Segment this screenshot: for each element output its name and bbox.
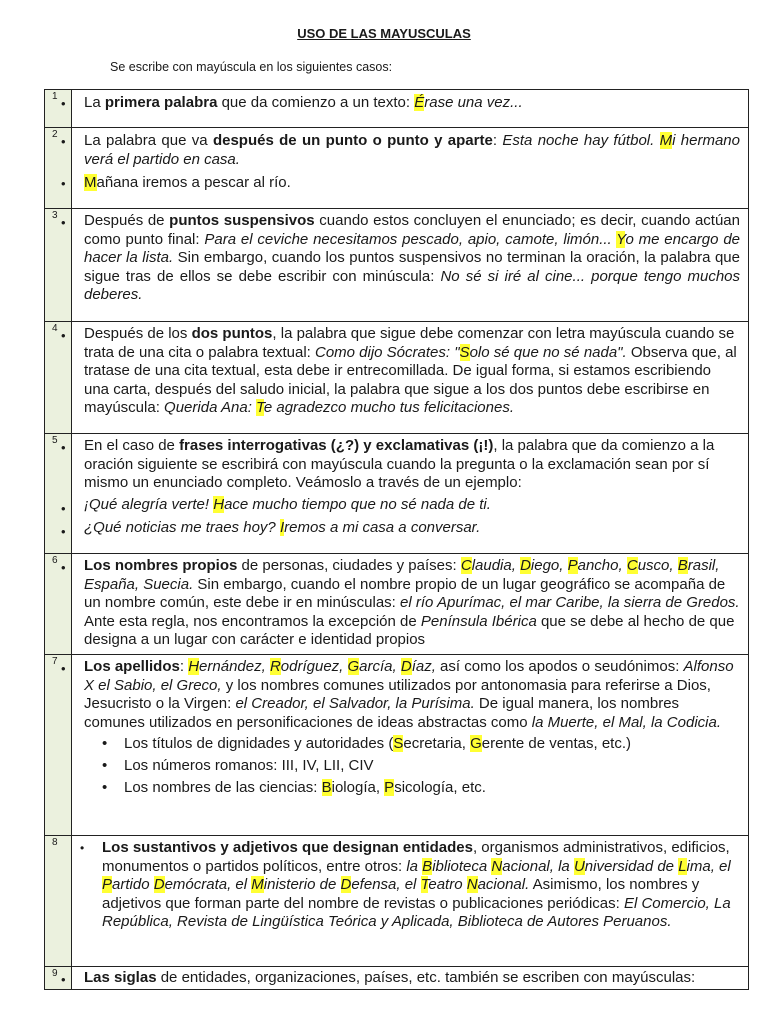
table-row [45, 209, 749, 322]
row-number-cell [45, 434, 72, 554]
bullet-icon: • [80, 840, 85, 855]
rule-cell [72, 554, 749, 655]
bullet-icon: • [61, 560, 66, 575]
list-item: • Los números romanos: III, IV, LII, CIV [124, 757, 740, 776]
row-number: 4 [52, 323, 58, 334]
rule-text: Los nombres propios de personas, ciudades y países: Claudia, Diego, Pancho, Cusco, Brasil, España, Suecia. Sin embargo, cuando el nombre propio de un lugar geográfico se acompaña de un nombre común, este debe ir en minúsculas: el río Apurímac, el mar Caribe, la sierra de Gredos. Ante esta regla, nos encontramos la excepción de Península Ibérica que se debe al hecho de que designa a un lugar con carácter e identidad propios [84, 557, 740, 649]
row-number-cell [45, 554, 72, 655]
rule-cell [72, 966, 749, 989]
row-number-cell [45, 209, 72, 322]
bullet-icon: • [61, 501, 66, 516]
table-row [45, 90, 749, 128]
rule-cell [72, 322, 749, 434]
rules-table [44, 89, 749, 990]
row-number: 7 [52, 655, 58, 667]
row-number: 8 [52, 836, 58, 848]
table-row [45, 835, 749, 966]
rule-example: ¿Qué noticias me traes hoy? Iremos a mi casa a conversar. [84, 519, 481, 537]
table-row [45, 554, 749, 655]
row-number-cell [45, 966, 72, 989]
rule-example: ¡Qué alegría verte! Hace mucho tiempo que no sé nada de ti. [84, 495, 491, 513]
rule-cell [72, 654, 749, 835]
row-number-cell [45, 90, 72, 128]
row-number: 9 [52, 967, 58, 979]
row-number: 6 [52, 555, 58, 566]
row-number: 5 [52, 435, 58, 446]
row-number-cell [45, 322, 72, 434]
row-number: 3 [52, 210, 58, 221]
table-row [45, 966, 749, 989]
table-row [45, 322, 749, 434]
sub-list [84, 735, 740, 797]
bullet-icon: • [61, 215, 66, 230]
rule-text: Después de puntos suspensivos cuando estos concluyen el enunciado; es decir, cuando actúan como punto final: Para el ceviche necesitamos pescado, apio, camote, limón... Yo me encargo de hacer la lista. Sin embargo, cuando los puntos suspensivos no terminan la oración, la palabra que sigue tras de ellos se debe escribir con minúscula: No sé si iré al cine... porque tengo muchos deberes. [84, 212, 741, 304]
table-row [45, 434, 749, 554]
rule-cell [72, 434, 749, 554]
row-number-cell [45, 654, 72, 835]
bullet-icon: • [61, 660, 66, 676]
row-number-cell [45, 835, 72, 966]
page-title: USO DE LAS MAYUSCULAS [297, 26, 471, 41]
rule-text: Las siglas de entidades, organizaciones, países, etc. también se escriben con mayúsculas: [84, 968, 696, 986]
rule-cell [72, 128, 749, 209]
rule-text: La palabra que va después de un punto o punto y aparte: Esta noche hay fútbol. Mi hermano verá el partido en casa. [84, 132, 740, 168]
rule-text: En el caso de frases interrogativas (¿?) y exclamativas (¡!), la palabra que da comienzo a la oración siguiente se escribirá con mayúscula cuando la pregunta o la exclamación sean por sí mismo un enunciado completo. Veámoslo a través de un ejemplo: [84, 437, 715, 492]
rule-cell [72, 90, 749, 128]
rule-cell [72, 209, 749, 322]
list-item: • Los títulos de dignidades y autoridades (Secretaria, Gerente de ventas, etc.) [124, 735, 740, 754]
rule-text: Los sustantivos y adjetivos que designan entidades, organismos administrativos, edificios, monumentos o partidos políticos, entre otros: la Biblioteca Nacional, la Universidad de Lima, el Partido Demócrata, el Ministerio de Defensa, el Teatro Nacional. Asimismo, los nombres y adjetivos que forman parte del nombre de revistas o publicaciones periódicas: El Comercio, La República, Revista de Lingüística Teórica y Aplicada, Biblioteca de Autores Peruanos. [102, 838, 731, 931]
rule-example: Mañana iremos a pescar al río. [84, 174, 291, 192]
rule-text: Después de los dos puntos, la palabra que sigue debe comenzar con letra mayúscula cuando se trata de una cita o palabra textual: Como dijo Sócrates: "Solo sé que no sé nada". Observa que, al tratase de una cita textual, esta debe ir entrecomillada. De igual forma, si estamos escribiendo una carta, después del saludo inicial, la palabra que sigue a los dos puntos debe escribirse en mayúscula: Querida Ana: Te agradezco mucho tus felicitaciones. [84, 325, 737, 417]
rule-text: La primera palabra que da comienzo a un texto: Érase una vez... [84, 94, 523, 111]
bullet-icon: • [61, 176, 66, 191]
row-number: 2 [52, 129, 58, 140]
row-number-cell [45, 128, 72, 209]
table-row [45, 654, 749, 835]
table-row [45, 128, 749, 209]
bullet-icon: • [61, 524, 66, 539]
rule-text: Los apellidos: Hernández, Rodríguez, García, Díaz, así como los apodos o seudónimos: Alfonso X el Sabio, el Greco, y los nombres comunes utilizados por antonomasia para referirse a Dios, Jesucristo o la Virgen: el Creador, el Salvador, la Purísima. De igual manera, los nombres comunes utilizados en personificaciones de ideas abstractas como la Muerte, el Mal, la Codicia. [84, 657, 734, 731]
intro-text: Se escribe con mayúscula en los siguientes casos: [110, 60, 393, 74]
bullet-icon: • [61, 328, 66, 343]
bullet-icon: • [61, 440, 66, 455]
rule-list-item [80, 838, 740, 932]
bullet-icon: • [61, 971, 66, 987]
row-number: 1 [52, 91, 58, 102]
list-item: • Los nombres de las ciencias: Biología, Psicología, etc. [124, 779, 740, 798]
bullet-icon: • [61, 96, 66, 111]
rule-cell [72, 835, 749, 966]
bullet-icon: • [61, 134, 66, 149]
